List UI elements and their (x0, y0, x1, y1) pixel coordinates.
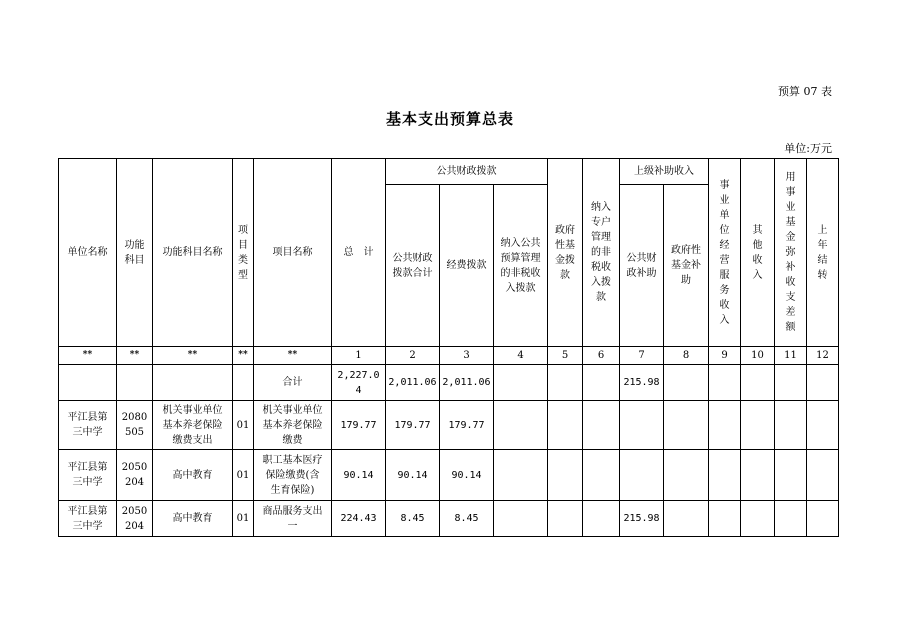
total-label: 合计 (254, 365, 332, 401)
header-pf-funding: 经费拨款 (440, 185, 494, 347)
cell-func-name: 机关事业单位 基本养老保险 缴费支出 (153, 401, 233, 450)
index-cell: 6 (583, 347, 620, 365)
cell-pf-funding: 8.45 (440, 501, 494, 537)
unit-label: 单位:万元 (784, 142, 832, 155)
cell-total: 179.77 (332, 401, 386, 450)
index-cell: 8 (664, 347, 709, 365)
index-cell: 4 (494, 347, 548, 365)
header-gov-fund: 政府 性基 金拨 款 (548, 159, 583, 347)
index-cell: 5 (548, 347, 583, 365)
header-ss-gov-fund: 政府性 基金补 助 (664, 185, 709, 347)
header-func-code: 功能 科目 (117, 159, 153, 347)
cell-func-name: 高中教育 (153, 501, 233, 537)
table-row (59, 450, 839, 501)
cell-item-type: 01 (233, 401, 254, 450)
header-row-1 (59, 159, 839, 185)
header-carryover: 上 年 结 转 (807, 159, 839, 347)
cell-func-code: 2050 204 (117, 450, 153, 501)
index-cell: 12 (807, 347, 839, 365)
header-pf-total: 公共财政 拨款合计 (386, 185, 440, 347)
index-cell: 11 (775, 347, 807, 365)
cell-pf-total: 8.45 (386, 501, 440, 537)
total-pf-total: 2,011.06 (386, 365, 440, 401)
index-cell: ** (254, 347, 332, 365)
cell-ss-public (620, 401, 664, 450)
cell-pf-total: 179.77 (386, 401, 440, 450)
page-title: 基本支出预算总表 (385, 110, 514, 128)
table-row (59, 401, 839, 450)
cell-func-code: 2050 204 (117, 501, 153, 537)
header-func-name: 功能科目名称 (153, 159, 233, 347)
total-pf-funding: 2,011.06 (440, 365, 494, 401)
cell-item-type: 01 (233, 501, 254, 537)
cell-pf-total: 90.14 (386, 450, 440, 501)
cell-item-name: 商品服务支出 一 (254, 501, 332, 537)
index-cell: 1 (332, 347, 386, 365)
cell-total: 224.43 (332, 501, 386, 537)
index-row (59, 347, 839, 365)
header-special-nontax: 纳入 专户 管理 的非 税收 入拨 款 (583, 159, 620, 347)
cell-ss-public (620, 450, 664, 501)
header-public-finance: 公共财政拨款 (386, 159, 548, 185)
header-other-income: 其 他 收 入 (741, 159, 775, 347)
total-ss-public: 215.98 (620, 365, 664, 401)
cell-item-type: 01 (233, 450, 254, 501)
cell-pf-funding: 179.77 (440, 401, 494, 450)
cell-func-name: 高中教育 (153, 450, 233, 501)
cell-item-name: 职工基本医疗 保险缴费(含 生育保险) (254, 450, 332, 501)
index-cell: ** (233, 347, 254, 365)
header-pf-nontax: 纳入公共 预算管理 的非税收 入拨款 (494, 185, 548, 347)
cell-func-code: 2080 505 (117, 401, 153, 450)
index-cell: ** (153, 347, 233, 365)
index-cell: 2 (386, 347, 440, 365)
cell-unit-name: 平江县第 三中学 (59, 450, 117, 501)
table-row (59, 501, 839, 537)
header-business-income: 事 业 单 位 经 营 服 务 收 入 (709, 159, 741, 347)
total-row (59, 365, 839, 401)
cell-unit-name: 平江县第 三中学 (59, 501, 117, 537)
cell-ss-public: 215.98 (620, 501, 664, 537)
index-cell: 10 (741, 347, 775, 365)
header-superior-subsidy: 上级补助收入 (620, 159, 709, 185)
header-item-type: 项 目 类 型 (233, 159, 254, 347)
index-cell: ** (117, 347, 153, 365)
index-cell: 7 (620, 347, 664, 365)
cell-item-name: 机关事业单位 基本养老保险 缴费 (254, 401, 332, 450)
cell-total: 90.14 (332, 450, 386, 501)
index-cell: 3 (440, 347, 494, 365)
cell-pf-funding: 90.14 (440, 450, 494, 501)
index-cell: 9 (709, 347, 741, 365)
index-cell: ** (59, 347, 117, 365)
header-unit-name: 单位名称 (59, 159, 117, 347)
header-total: 总 计 (332, 159, 386, 347)
header-fund-balance: 用 事 业 基 金 弥 补 收 支 差 额 (775, 159, 807, 347)
total-total: 2,227.0 4 (332, 365, 386, 401)
budget-table (58, 158, 839, 537)
header-item-name: 项目名称 (254, 159, 332, 347)
header-ss-public: 公共财 政补助 (620, 185, 664, 347)
document-id: 预算 07 表 (778, 85, 832, 98)
cell-unit-name: 平江县第 三中学 (59, 401, 117, 450)
